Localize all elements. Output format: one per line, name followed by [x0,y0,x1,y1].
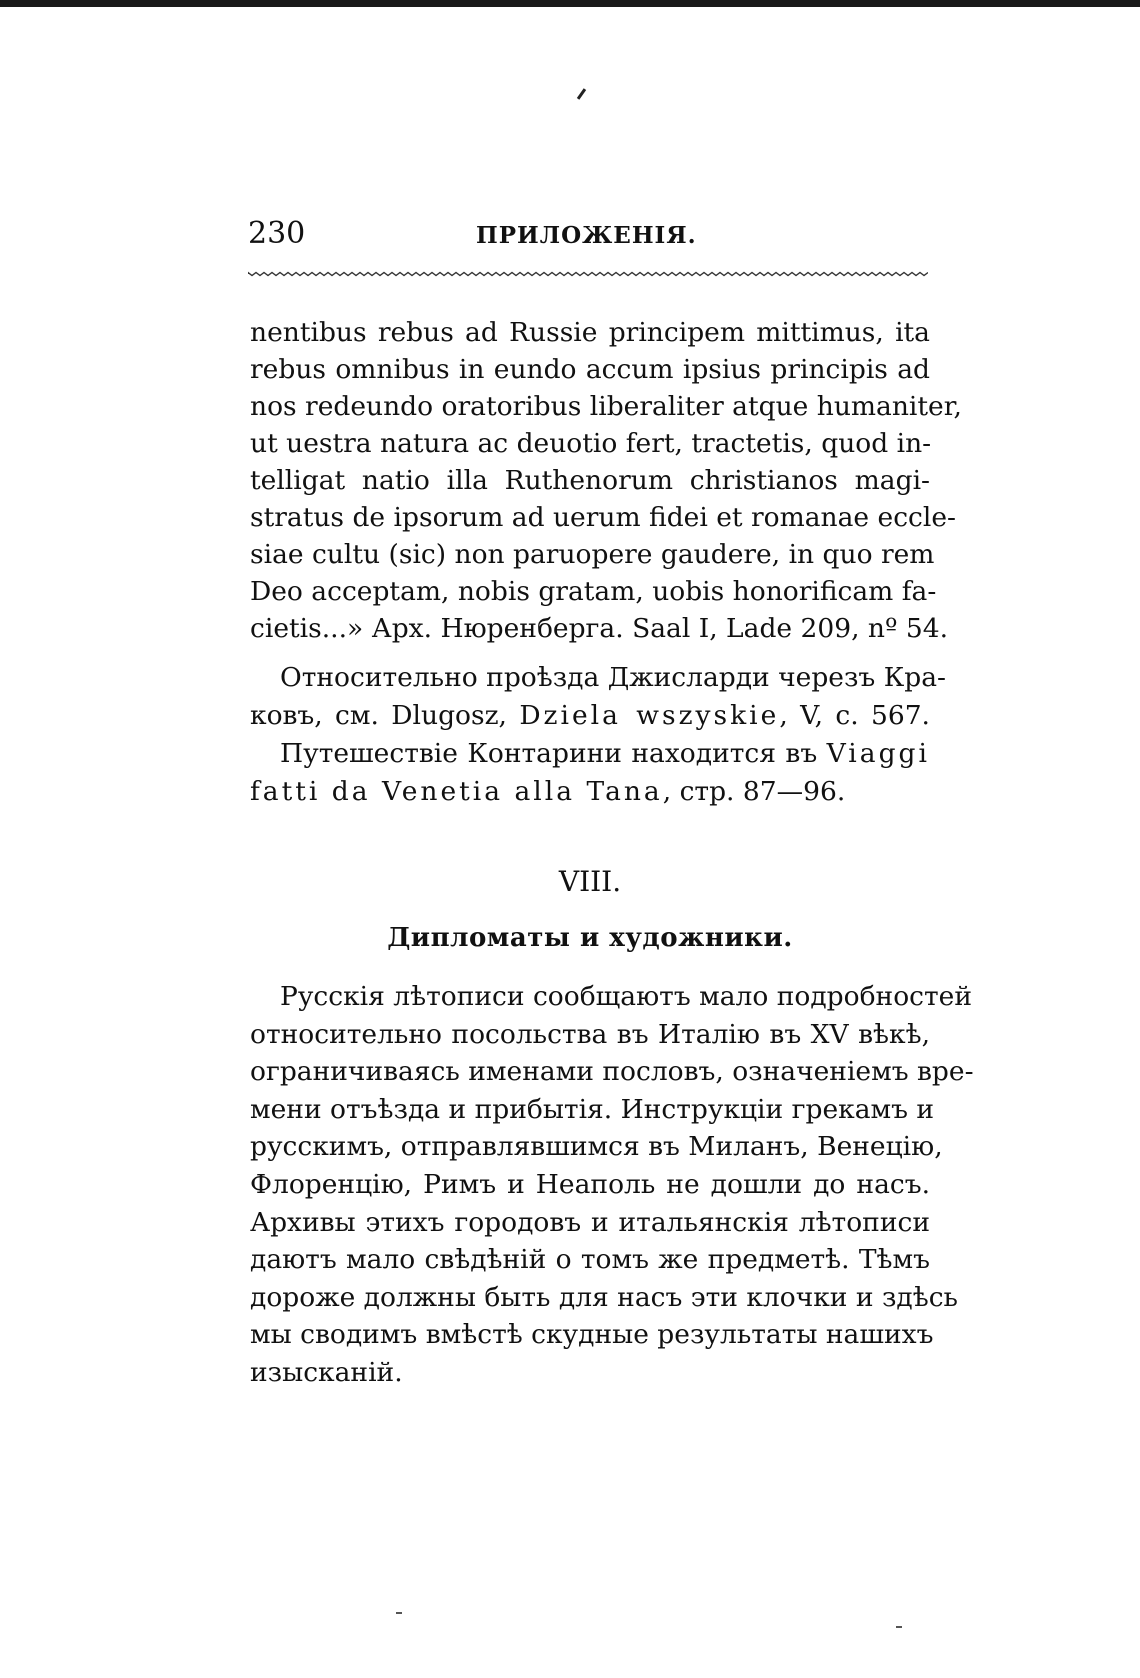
note-1-work-title: Dziela wszyskie [519,700,780,731]
latin-line: Deo acceptam, nobis gratam, uobis honorificam fa- [250,576,937,607]
notes [250,659,946,811]
page-number: 230 [248,216,306,251]
body-line: Архивы этихъ городовъ и итальянскія лѣтописи [250,1206,930,1238]
body-line: даютъ мало свѣдѣній о томъ же предметѣ. Тѣмъ [250,1244,930,1276]
latin-line: cietis...» Арх. Нюренберга. Saal I, Lade 209, nº 54. [250,613,949,644]
body-line: мы сводимъ вмѣстѣ скудные результаты нашихъ [250,1319,934,1351]
body-line: русскимъ, отправлявшимся въ Миланъ, Венецію, [250,1131,943,1163]
wavy-rule [248,270,928,278]
note-2-work-title-end: fatti da Venetia alla Tana [250,776,663,807]
body-line: мени отъѣзда и прибытія. Инструкціи грекамъ и [250,1093,935,1125]
latin-line: telligat natio illa Ruthenorum christianos magi- [250,465,930,496]
body-line: относительно посольства въ Италію въ XV вѣкѣ, [250,1018,930,1050]
latin-line: siae cultu (sic) non paruopere gaudere, in quo rem [250,539,935,570]
chapter-number: VIII. [558,865,622,898]
body-line: ограничиваясь именами пословъ, означеніемъ вре- [250,1056,974,1088]
note-2-line-2 [250,773,930,811]
note-1-prefix: ковъ, см. Dlugosz, [250,700,520,731]
running-head [248,214,928,258]
latin-line: nos redeundo oratoribus liberaliter atque humaniter, [250,391,962,422]
body-line: изысканій. [250,1356,403,1388]
chapter-title: Дипломаты и художники. [387,923,793,953]
latin-line: nentibus rebus ad Russie principem mittimus, ita [250,317,930,348]
body-line: Русскія лѣтописи сообщаютъ мало подробностей [280,981,973,1012]
latin-line: stratus de ipsorum ad uerum fidei et romanae eccle- [250,502,957,533]
top-border-rule [0,0,1140,7]
stray-dot [396,1612,402,1614]
stray-ink-mark [577,88,586,100]
note-1-suffix: , V, с. 567. [779,700,930,731]
note-2-work-title-start: Viaggi [826,738,930,769]
note-1-line-2 [250,697,930,735]
latin-line: ut uestra natura ac deuotio fert, tractetis, quod in- [250,428,932,459]
note-2-suffix: , стр. 87—96. [662,776,846,807]
note-2-prefix: Путешествіе Контарини находится въ [280,738,827,769]
body-line: Флоренцію, Римъ и Неаполь не дошли до насъ. [250,1168,930,1200]
body-text [250,978,974,1392]
latin-line: rebus omnibus in eundo accum ipsius principis ad [250,354,930,385]
note-1-line-1: Относительно проѣзда Джисларди черезъ Кра- [280,662,946,693]
note-2-line-1 [250,735,930,773]
section-title: ПРИЛОЖЕНІЯ. [476,222,697,249]
latin-quote [250,314,962,647]
body-line: дороже должны быть для насъ эти клочки и здѣсь [250,1281,958,1313]
stray-dot [896,1626,902,1628]
